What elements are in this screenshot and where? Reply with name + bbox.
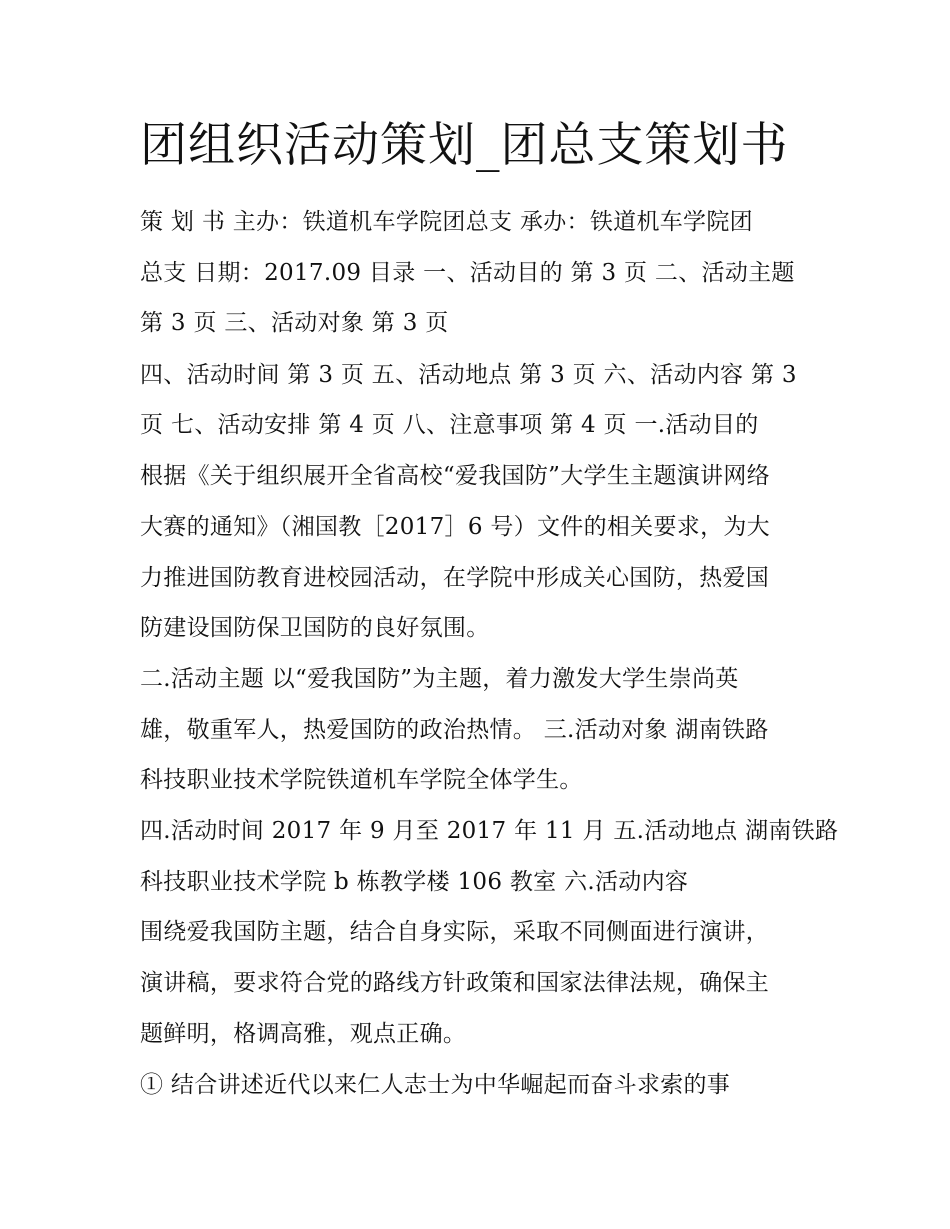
body-line-3: 第 3 页 三、活动对象 第 3 页 bbox=[140, 310, 449, 336]
body-line-10: 二.活动主题 以“爱我国防”为主题，着力激发大学生崇尚英 bbox=[140, 666, 739, 692]
body-line-11: 雄，敬重军人，热爱国防的政治热情。 三.活动对象 湖南铁路 bbox=[140, 717, 769, 743]
body-line-12: 科技职业技术学院铁道机车学院全体学生。 bbox=[140, 767, 583, 793]
body-line-1: 策 划 书 主办：铁道机车学院团总支 承办：铁道机车学院团 bbox=[140, 209, 753, 235]
body-line-16: 演讲稿，要求符合党的路线方针政策和国家法律法规，确保主 bbox=[140, 970, 770, 996]
body-line-8: 力推进国防教育进校园活动，在学院中形成关心国防，热爱国 bbox=[140, 565, 770, 591]
body-line-14: 科技职业技术学院 b 栋教学楼 106 教室 六.活动内容 bbox=[140, 869, 689, 895]
body-line-13: 四.活动时间 2017 年 9 月至 2017 年 11 月 五.活动地点 湖南铁路 bbox=[140, 818, 839, 844]
body-line-5: 页 七、活动安排 第 4 页 八、注意事项 第 4 页 一.活动目的 bbox=[140, 412, 759, 438]
document-title: 团组织活动策划_团总支策划书 bbox=[140, 118, 789, 173]
body-line-15: 围绕爱我国防主题，结合自身实际，采取不同侧面进行演讲， bbox=[140, 919, 770, 945]
body-line-4: 四、活动时间 第 3 页 五、活动地点 第 3 页 六、活动内容 第 3 bbox=[140, 362, 797, 388]
body-line-7: 大赛的通知》（湘国教［2017］6 号）文件的相关要求，为大 bbox=[140, 514, 770, 540]
body-line-6: 根据《关于组织展开全省高校“爱我国防”大学生主题演讲网络 bbox=[140, 463, 770, 489]
body-line-18: ① 结合讲述近代以来仁人志士为中华崛起而奋斗求索的事 bbox=[140, 1072, 731, 1098]
body-line-17: 题鲜明，格调高雅，观点正确。 bbox=[140, 1021, 467, 1047]
body-line-2: 总支 日期：2017.09 目录 一、活动目的 第 3 页 二、活动主题 bbox=[140, 260, 795, 286]
body-line-9: 防建设国防保卫国防的良好氛围。 bbox=[140, 615, 490, 641]
